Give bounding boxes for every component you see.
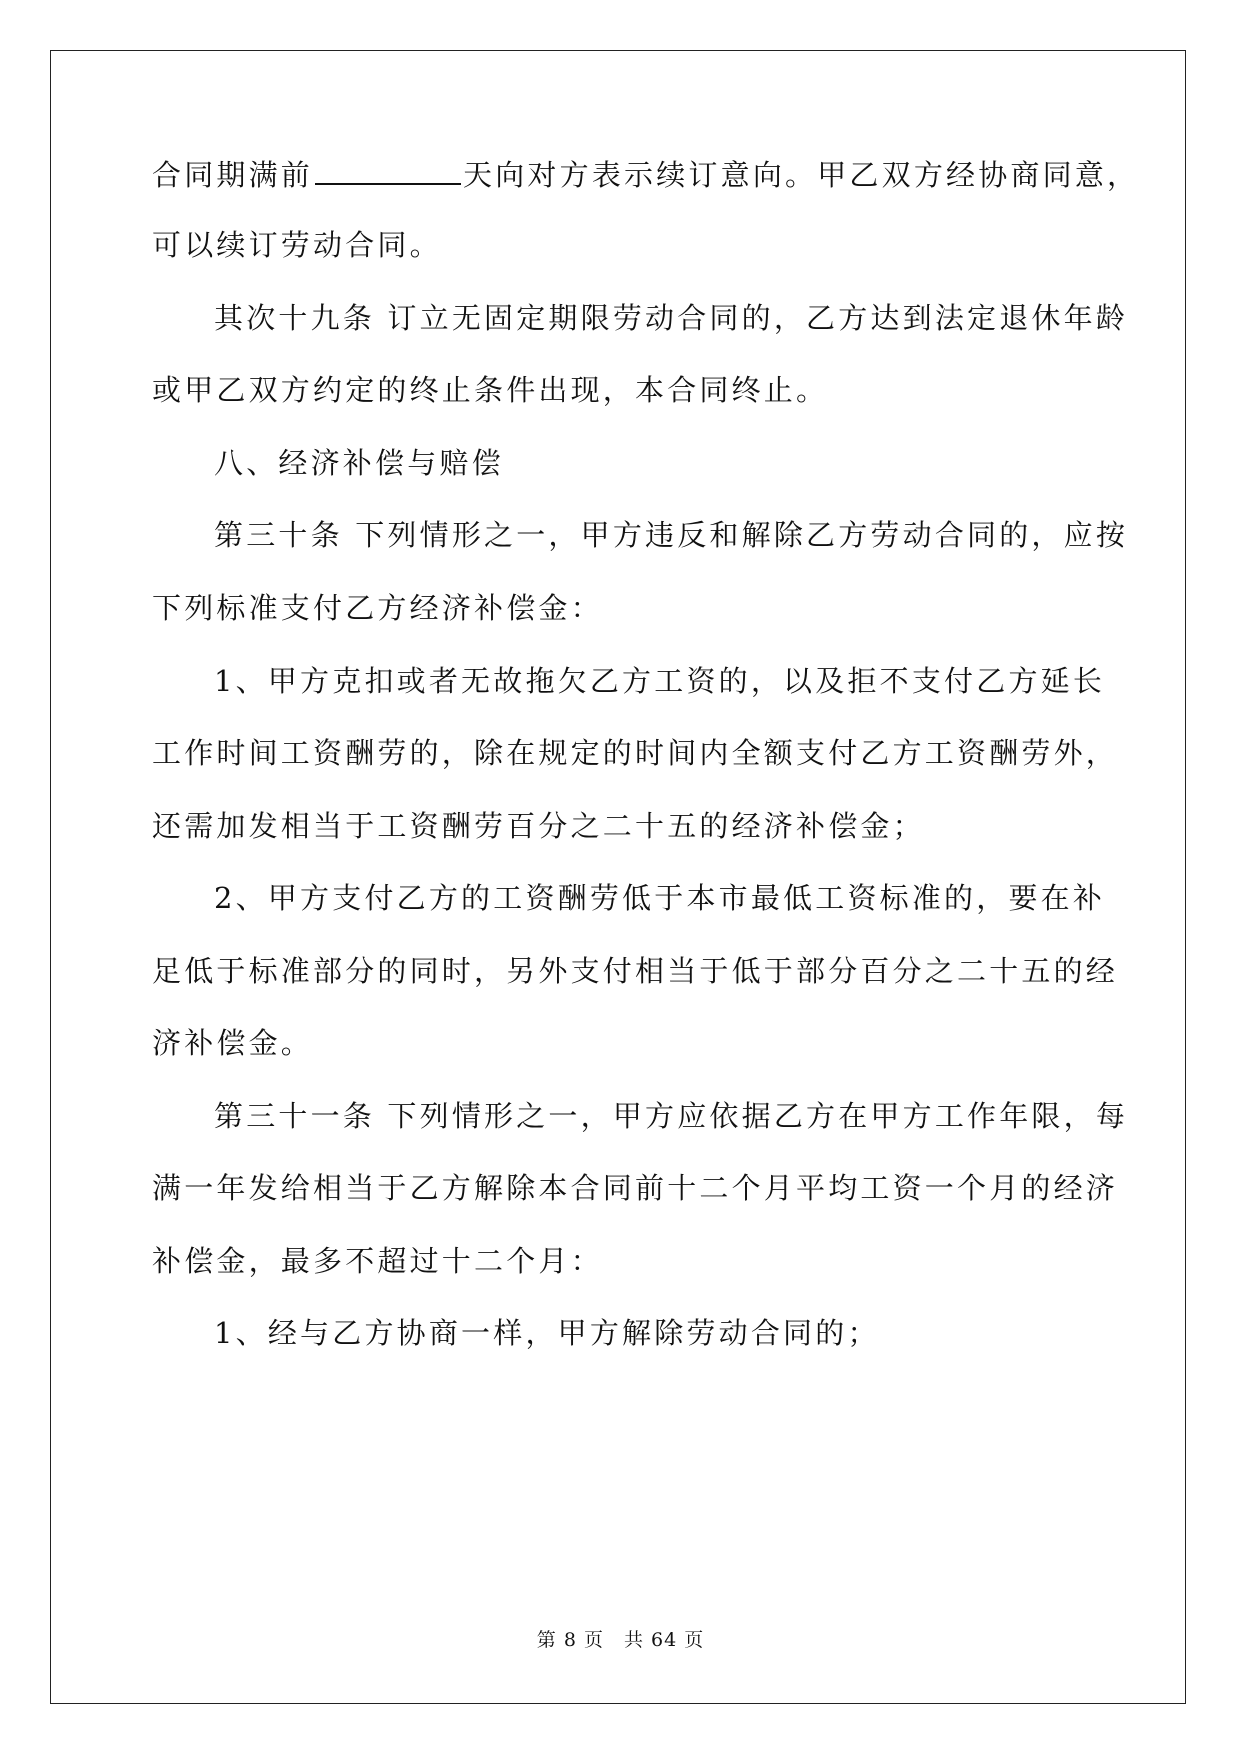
fill-in-blank [315,155,461,185]
text-line-7: 下列标准支付乙方经济补偿金： [152,591,603,625]
page-footer: 第 8 页 共 64 页 [536,1629,705,1651]
text-line-16: 补偿金，最多不超过十二个月： [152,1244,603,1278]
article-19: 其次十九条 订立无固定期限劳动合同的，乙方达到法定退休年龄 [214,301,1129,335]
item-1-b: 1、经与乙方协商一样，甲方解除劳动合同的； [214,1316,880,1350]
text-line-12: 足低于标准部分的同时，另外支付相当于低于部分百分之二十五的经 [152,954,1119,988]
text-line-1: 合同期满前 天向对方表示续订意向。甲乙双方经协商同意， [152,155,1139,195]
text-line-2: 可以续订劳动合同。 [152,228,442,262]
article-30: 第三十条 下列情形之一，甲方违反和解除乙方劳动合同的，应按 [214,518,1129,552]
section-heading: 八、经济补偿与赔偿 [214,446,504,480]
article-31: 第三十一条 下列情形之一，甲方应依据乙方在甲方工作年限，每 [214,1099,1129,1133]
text-line-13: 济补偿金。 [152,1026,314,1060]
text-line-4: 或甲乙双方约定的终止条件出现，本合同终止。 [152,373,829,407]
text-line-9: 工作时间工资酬劳的，除在规定的时间内全额支付乙方工资酬劳外， [152,736,1119,770]
text-line-10: 还需加发相当于工资酬劳百分之二十五的经济补偿金； [152,809,925,843]
item-1: 1、甲方克扣或者无故拖欠乙方工资的，以及拒不支付乙方延长 [214,664,1106,698]
text-line-15: 满一年发给相当于乙方解除本合同前十二个月平均工资一个月的经济 [152,1171,1119,1205]
item-2: 2、甲方支付乙方的工资酬劳低于本市最低工资标准的，要在补 [214,881,1106,915]
